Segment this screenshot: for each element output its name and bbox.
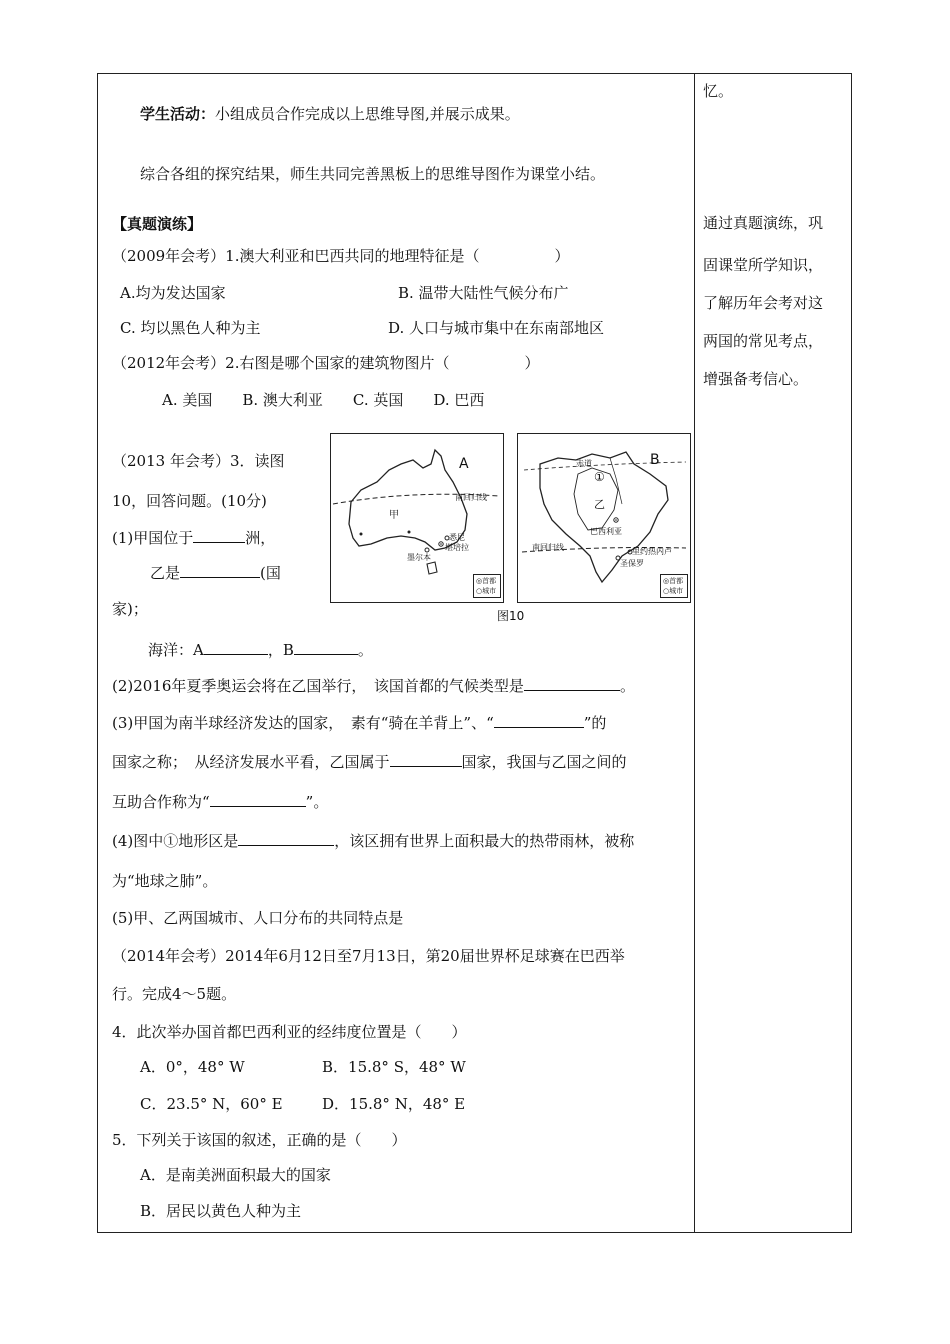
map-b-country: 乙 xyxy=(594,498,605,511)
q5-option-b: B．居民以黄色人种为主 xyxy=(140,1202,302,1220)
map-b-city-rio: 里约热内卢 xyxy=(632,547,672,556)
side-intent-line-5: 增强备考信心。 xyxy=(703,370,809,388)
q3-part4a-text: (4)图中①地形区是 xyxy=(112,832,239,850)
q5-option-a: A．是南美洲面积最大的国家 xyxy=(140,1166,331,1184)
map-b-equator: 赤道 xyxy=(576,459,592,468)
q2-options: A. 美国 B. 澳大利亚 C. 英国 D. 巴西 xyxy=(162,391,485,409)
q3-part1a xyxy=(112,527,275,548)
q1-option-b: B. 温带大陆性气候分布广 xyxy=(398,284,569,302)
map-a-city-sydney: 悉尼 xyxy=(449,533,465,542)
q5-stem: 5．下列关于该国的叙述，正确的是（ ） xyxy=(112,1131,407,1149)
map-b-legend xyxy=(660,574,688,598)
map-a-country: 甲 xyxy=(389,510,399,521)
side-top-fragment: 忆。 xyxy=(703,82,734,100)
q4-option-c: C．23.5° N，60° E xyxy=(140,1095,283,1113)
q4-option-a: A．0°，48° W xyxy=(140,1058,245,1076)
q1-option-c: C. 均以黑色人种为主 xyxy=(120,319,261,337)
q3-part1a-text: (1)甲国位于 xyxy=(112,529,194,547)
answer-blank[interactable] xyxy=(193,528,245,543)
section-title: 【真题演练】 xyxy=(112,215,203,233)
q3-part3a-text: (3)甲国为南半球经济发达的国家， 素有“骑在羊背上”、“ xyxy=(112,714,494,732)
map-brazil xyxy=(517,433,691,603)
legend-city: ○城市 xyxy=(663,587,684,595)
q3-part2 xyxy=(112,675,635,696)
map-a-tropic: 南回归线 xyxy=(455,493,487,502)
legend-capital: ◎首都 xyxy=(476,577,497,585)
activity-text: 小组成员合作完成以上思维导图,并展示成果。 xyxy=(215,105,520,123)
map-b-letter: B xyxy=(650,452,660,468)
q3-part2-text: (2)2016年夏季奥运会将在乙国举行， 该国首都的气候类型是 xyxy=(112,677,524,695)
answer-blank[interactable] xyxy=(390,752,462,767)
q1-option-d: D. 人口与城市集中在东南部地区 xyxy=(388,319,605,337)
q3-part2-end: 。 xyxy=(619,677,635,695)
legend-city: ○城市 xyxy=(476,587,497,595)
q3-part4a-end: ，该区拥有世界上面积最大的热带雨林，被称 xyxy=(334,832,635,850)
column-divider xyxy=(694,73,695,1233)
answer-blank[interactable] xyxy=(294,640,358,655)
q3-part4a xyxy=(112,830,634,851)
map-australia xyxy=(330,433,504,603)
map-b-capital: 巴西利亚 xyxy=(590,527,622,536)
q4-stem: 4．此次举办国首都巴西利亚的经纬度位置是（ ） xyxy=(112,1023,467,1041)
q3-part1a-end: 洲， xyxy=(245,529,276,547)
activity-summary: 综合各组的探究结果，师生共同完善黑板上的思维导图作为课堂小结。 xyxy=(140,165,606,183)
map-b-tropic: 南回归线 xyxy=(532,543,564,552)
answer-blank[interactable] xyxy=(524,676,620,691)
map-b-region-marker: ① xyxy=(594,470,605,484)
q45-intro-b: 行。完成4～5题。 xyxy=(112,985,237,1003)
q3-part3c xyxy=(112,791,328,812)
q45-intro-a: （2014年会考）2014年6月12日至7月13日，第20届世界杯足球赛在巴西举 xyxy=(112,947,625,965)
map-a-legend xyxy=(473,574,501,598)
map-a-city-melbourne: 墨尔本 xyxy=(407,553,431,562)
q3-ocean-mid: ，B xyxy=(267,641,294,659)
q3-part1b-text: 乙是 xyxy=(150,564,181,582)
q3-ocean-end: 。 xyxy=(357,641,373,659)
q4-option-b: B．15.8° S，48° W xyxy=(322,1058,466,1076)
q3-part3a-end: ”的 xyxy=(583,714,607,732)
q3-stem-a: （2013 年会考）3．读图 xyxy=(112,452,285,470)
answer-blank[interactable] xyxy=(180,563,260,578)
q3-ocean xyxy=(148,639,373,660)
answer-blank[interactable] xyxy=(210,792,306,807)
legend-capital: ◎首都 xyxy=(663,577,684,585)
map-a-city-canberra: 堪培拉 xyxy=(445,543,469,552)
q3-part3b xyxy=(112,751,627,772)
q3-part3b-text: 国家之称； 从经济发展水平看，乙国属于 xyxy=(112,753,390,771)
q3-part1c: 家)； xyxy=(112,600,148,618)
map-b-city-saopaulo: 圣保罗 xyxy=(620,559,644,568)
side-intent-line-1: 通过真题演练，巩 xyxy=(703,214,824,232)
q3-part5: (5)甲、乙两国城市、人口分布的共同特点是 xyxy=(112,909,404,927)
q3-part1b-end: (国 xyxy=(260,564,281,582)
q1-stem: （2009年会考）1.澳大利亚和巴西共同的地理特征是（ ） xyxy=(112,247,570,265)
side-intent-line-3: 了解历年会考对这 xyxy=(703,294,824,312)
answer-blank[interactable] xyxy=(204,640,268,655)
map-a-letter: A xyxy=(459,456,469,472)
q4-option-d: D．15.8° N，48° E xyxy=(322,1095,466,1113)
figure-caption: 图10 xyxy=(497,609,525,623)
answer-blank[interactable] xyxy=(238,831,334,846)
q3-part3c-text: 互助合作称为“ xyxy=(112,793,210,811)
q1-option-a: A.均为发达国家 xyxy=(120,284,226,302)
q3-part3c-end: ”。 xyxy=(305,793,329,811)
q3-part3a xyxy=(112,712,606,733)
answer-blank[interactable] xyxy=(494,713,584,728)
q2-stem: （2012年会考）2.右图是哪个国家的建筑物图片（ ） xyxy=(112,354,540,372)
q3-ocean-text: 海洋：A xyxy=(148,641,204,659)
q3-part3b-end: 国家，我国与乙国之间的 xyxy=(461,753,627,771)
activity-label: 学生活动： xyxy=(140,105,216,123)
side-intent-line-4: 两国的常见考点， xyxy=(703,332,824,350)
side-intent-line-2: 固课堂所学知识， xyxy=(703,256,824,274)
activity-line xyxy=(140,103,520,124)
q3-part1b xyxy=(150,562,281,583)
q3-part4b: 为“地球之肺”。 xyxy=(112,872,218,890)
q3-stem-b: 10，回答问题。(10分) xyxy=(112,492,267,510)
